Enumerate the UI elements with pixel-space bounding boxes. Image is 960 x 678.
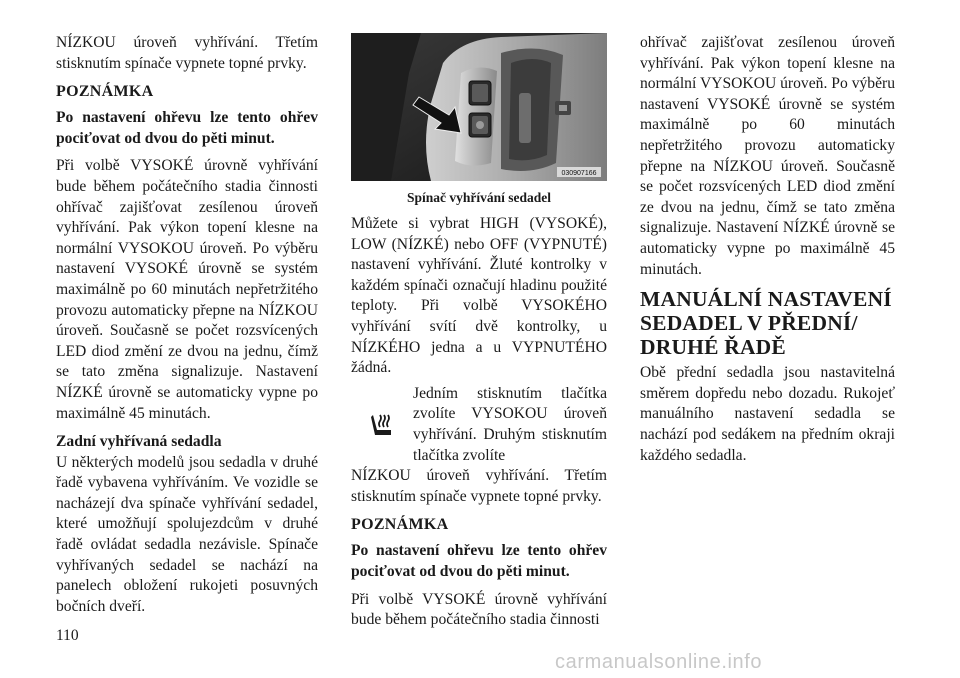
icon-paragraph — [351, 384, 607, 466]
photo-code: 030907166 — [561, 170, 597, 177]
column-right — [640, 33, 895, 466]
note-heading: POZNÁMKA — [56, 83, 154, 101]
note-heading-2: POZNÁMKA — [351, 516, 449, 534]
watermark: carmanualsonline.info — [555, 651, 763, 673]
column-left — [56, 33, 318, 617]
section-heading-line-3: DRUHÉ ŘADĚ — [640, 335, 786, 360]
rear-seats-paragraph: U některých modelů jsou sedadla v druhé řadě vybavena vyhříváním. Ve vozidle se nacházejí dva spínače vyhřívání sedadel, které umožňují spolujezdcům v druhé řadě ovládat sedadla nezávisle. Spínače vyhřívaných sedadel se nachází na panelech obložení rukojeti posuvných bočních dveří. — [56, 453, 318, 615]
section-heading-line-1: MANUÁLNÍ NASTAVENÍ — [640, 287, 892, 312]
high-heat-paragraph-continued: ohřívač zajišťovat zesílenou úroveň vyhřívání. Pak výkon topení klesne na normální VYSOKOU úroveň. Po výběru nastavení VYSOKÉ úrovně se systém maximálně po 60 minutách nepřetržitého provozu automaticky přepne na NÍZKOU úroveň. Současně se počet rozsvícených LED diod změní ze dvou na jednu, čímž se tato změna signalizuje. Nastavení NÍZKÉ úrovně se automaticky vypne po maximálně 45 minutách. — [640, 34, 895, 278]
section-heading — [640, 287, 895, 359]
manual-seat-paragraph: Obě přední sedadla jsou nastavitelná směrem dopředu nebo dozadu. Rukojeť manuálního nastavení sedadla se nachází pod sedákem na předním okraji každého sedadla. — [640, 364, 895, 464]
seat-heater-switch-photo — [351, 33, 607, 181]
intro-paragraph: NÍZKOU úroveň vyhřívání. Třetím stisknutím spínače vypnete topné prvky. — [56, 34, 318, 72]
page-number: 110 — [56, 627, 79, 644]
section-heading-line-2: SEDADEL V PŘEDNÍ/ — [640, 311, 858, 336]
high-heat-paragraph-start: Při volbě VYSOKÉ úrovně vyhřívání bude během počátečního stadia činnosti — [351, 590, 607, 629]
note-text-2: Po nastavení ohřevu lze tento ohřev pociťovat od dvou do pěti minut. — [351, 542, 607, 580]
note-text: Po nastavení ohřevu lze tento ohřev pociťovat od dvou do pěti minut. — [56, 109, 318, 147]
photo-caption: Spínač vyhřívání sedadel — [406, 190, 552, 205]
column-middle — [351, 33, 607, 631]
button-press-continued: NÍZKOU úroveň vyhřívání. Třetím stisknutím spínače vypnete topné prvky. — [351, 467, 607, 505]
high-heat-paragraph: Při volbě VYSOKÉ úrovně vyhřívání bude během počátečního stadia činnosti ohřívač zajišťovat zesílenou úroveň vyhřívání. Pak výkon topení klesne na normální VYSOKOU úroveň. Po výběru nastavení VYSOKÉ úrovně se systém maximálně po 60 minutách nepřetržitého provozu automaticky přepne na NÍZKOU úroveň. Současně se počet rozsvícených LED diod změní ze dvou na jednu, čímž se tato změna signalizuje. Nastavení NÍZKÉ úrovně se automaticky vypne po maximálně 45 minutách. — [56, 157, 318, 422]
heated-seat-icon — [351, 384, 413, 466]
settings-paragraph: Můžete si vybrat HIGH (VYSOKÉ), LOW (NÍZKÉ) nebo OFF (VYPNUTÉ) nastavení vyhřívání. Žluté kontrolky v každém spínači označují hladinu použité teploty. Při volbě VYSOKÉHO vyhřívání svítí dvě kontrolky, u NÍZKÉHO jedna a u VYPNUTÉHO žádná. — [351, 215, 607, 377]
button-press-paragraph: Jedním stisknutím tlačítka zvolíte VYSOKOU úroveň vyhřívání. Druhým stisknutím tlačítka zvolíte — [413, 384, 607, 464]
rear-seats-heading: Zadní vyhřívaná sedadla — [56, 433, 222, 451]
